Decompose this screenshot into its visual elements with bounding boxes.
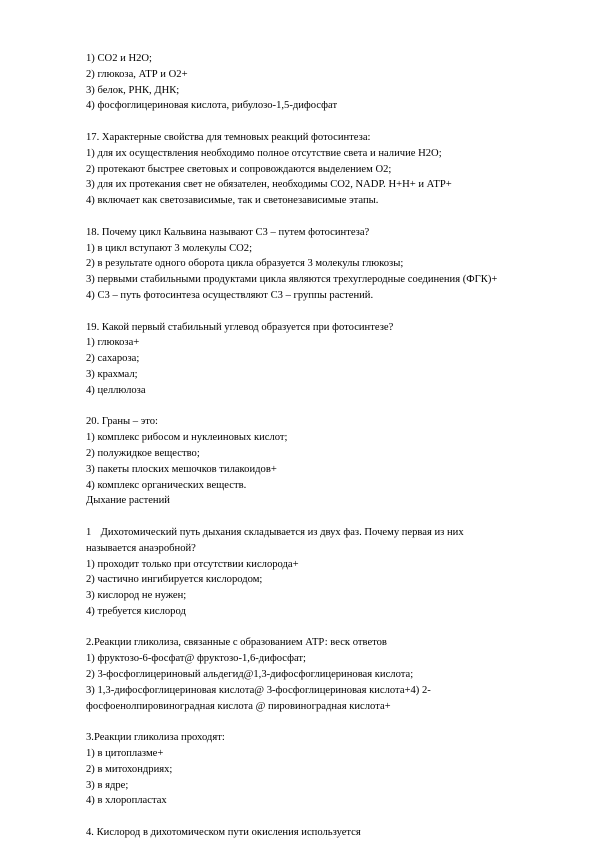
answer-line: фосфоенолпировиноградная кислота @ пировиноградная кислота+ [86,700,391,712]
answer-line: 1) в цикл вступают 3 молекулы СО2; [86,242,253,254]
answer-line: 3) в ядре; [86,779,129,791]
question-number: 1 [86,526,92,538]
respiration-question-2: 2.Реакции гликолиза, связанные с образованием АТР: веск ответов [86,637,387,649]
document-text [86,51,566,841]
answer-line: 1) для их осуществления необходимо полное отсутствие света и наличие Н2О; [86,147,442,159]
answer-line: 4) С3 – путь фотосинтеза осуществляют С3 – группы растений. [86,289,374,301]
answer-line: 1) комплекс рибосом и нуклеиновых кислот; [86,432,288,444]
spacer [86,114,566,130]
answer-line: 3) для их протекания свет не обязателен, необходимы СО2, NADP. Н+Н+ и АТР+ [86,179,452,191]
answer-line: 4) целлюлоза [86,384,146,396]
answer-line: 4) комплекс органических веществ. [86,479,247,491]
spacer [86,509,566,525]
answer-line: 1) фруктозо-6-фосфат@ фруктозо-1,6-дифосфат; [86,653,306,665]
answer-line: 4) требуется кислород [86,605,186,617]
spacer [86,809,566,825]
question-17: 17. Характерные свойства для темновых реакций фотосинтеза: [86,131,371,143]
answer-line: 2) в митохондриях; [86,763,173,775]
answer-line: 1) СО2 и Н2О; [86,53,152,64]
answer-line: 2) сахароза; [86,353,140,365]
spacer [86,304,566,320]
question-18: 18. Почему цикл Кальвина называют С3 – путем фотосинтеза? [86,226,370,238]
section-title: Дыхание растений [86,495,170,507]
answer-line: 4) в хлоропластах [86,795,167,807]
answer-line: 3) первыми стабильными продуктами цикла являются трехуглеродные соединения (ФГК)+ [86,274,498,286]
answer-line: 3) кислород не нужен; [86,590,187,602]
answer-line: 4) фосфоглицериновая кислота, рибулозо-1,5-дифосфат [86,100,338,112]
answer-line: 2) глюкоза, АТР и О2+ [86,68,188,80]
answer-line: 2) частично ингибируется кислородом; [86,574,263,586]
answer-line: 3) пакеты плоских мешочков тилакоидов+ [86,463,277,475]
spacer [86,714,566,730]
answer-line: 2) в результате одного оборота цикла образуется 3 молекулы глюкозы; [86,258,404,270]
answer-line: 1) проходит только при отсутствии кислорода+ [86,558,299,570]
question-text: Дихотомический путь дыхания складывается из двух фаз. Почему первая из них [100,526,464,538]
answer-line: 1) в цитоплазме+ [86,748,164,760]
respiration-question-3: 3.Реакции гликолиза проходят: [86,732,225,744]
spacer [86,399,566,415]
answer-line: 2) полужидкое вещество; [86,447,200,459]
answer-line: 3) 1,3-дифосфоглицериновая кислота@ 3-фосфоглицериновая кислота+4) 2- [86,684,431,696]
answer-line: 1) глюкоза+ [86,337,140,349]
answer-line: 2) протекают быстрее световых и сопровождаются выделением О2; [86,163,392,175]
answer-line: 3) крахмал; [86,368,138,380]
spacer [86,620,566,636]
answer-line: 2) 3-фосфоглицериновый альдегид@1,3-дифосфоглицериновая кислота; [86,669,414,681]
spacer [86,209,566,225]
question-text-continued: называется анаэробной? [86,542,196,554]
respiration-question-4: 4. Кислород в дихотомическом пути окисления используется [86,827,361,839]
question-19: 19. Какой первый стабильный углевод образуется при фотосинтезе? [86,321,394,333]
answer-line: 3) белок, РНК, ДНК; [86,84,180,96]
respiration-question-1 [86,525,566,541]
question-20: 20. Граны – это: [86,416,159,428]
answer-line: 4) включает как светозависимые, так и светонезависимые этапы. [86,195,379,207]
